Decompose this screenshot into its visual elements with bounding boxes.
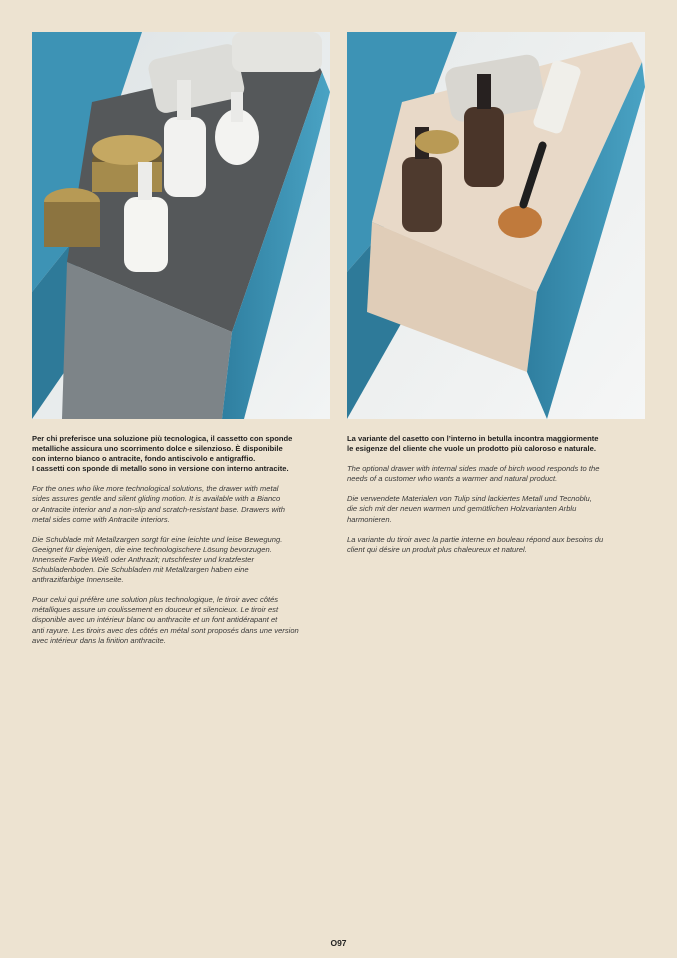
italian-description: La variante del casetto con l’interno in betulla incontra maggiormente le esigenze del cliente che vuole un prodotto più caloroso e naturale. [347, 434, 599, 454]
italian-description: Per chi preferisce una soluzione più tecnologica, il cassetto con sponde metalliche assicura uno scorrimento dolce e silenzioso. È disponibile con interno bianco o antracite, fondo antiscivolo e antigraffio. I cassetti con sponde di metallo sono in versione con interno antracite. [32, 434, 293, 474]
french-description: La variante du tiroir avec la partie interne en bouleau répond aux besoins du client qui désire un produit plus chaleureux et naturel. [347, 534, 604, 554]
right-text-column [347, 434, 647, 565]
right-drawer-photo [347, 32, 645, 419]
english-description: The optional drawer with internal sides made of birch wood responds to the needs of a customer who wants a warmer and natural product. [347, 464, 600, 484]
wood-drawer-illustration [347, 32, 645, 419]
metal-drawer-illustration [32, 32, 330, 419]
german-description: Die Schublade mit Metallzargen sorgt für eine leichte und leise Bewegung. Geeignet für diejenigen, die eine technologischere Lösung bevorzugen. Innenseite Farbe Weiß oder Anthrazit; rutschfester und kratzfester Schubladenboden. Die Schubladen mit Metallzargen haben eine anthrazitfarbige Innenseite. [32, 534, 283, 585]
french-description: Pour celui qui préfère une solution plus technologique, le tiroir avec côtés métalliques assure un coulissement en douceur et silencieux. Le tiroir est disponible avec un intérieur blanc ou anthracite et un font antidérapant et anti rayure. Les tiroirs avec des côtés en métal sont proposés dans une version avec intérieur dans la finition anthracite. [32, 595, 299, 645]
german-description: Die verwendete Materialen von Tulip sind lackiertes Metall und Tecnoblu, die sich mit der neuen warmen und gemütlichen Holzvarianten Arblu harmonieren. [347, 494, 592, 524]
page-number: O97 [330, 938, 347, 948]
english-description: For the ones who like more technological solutions, the drawer with metal sides assures gentle and silent gliding motion. It is available with a Bianco or Antracite interior and a non-slip and scratch-resistant base. Drawers with metal sides come with Antracite interiors. [32, 484, 285, 524]
left-drawer-photo [32, 32, 330, 419]
left-text-column [32, 434, 332, 656]
